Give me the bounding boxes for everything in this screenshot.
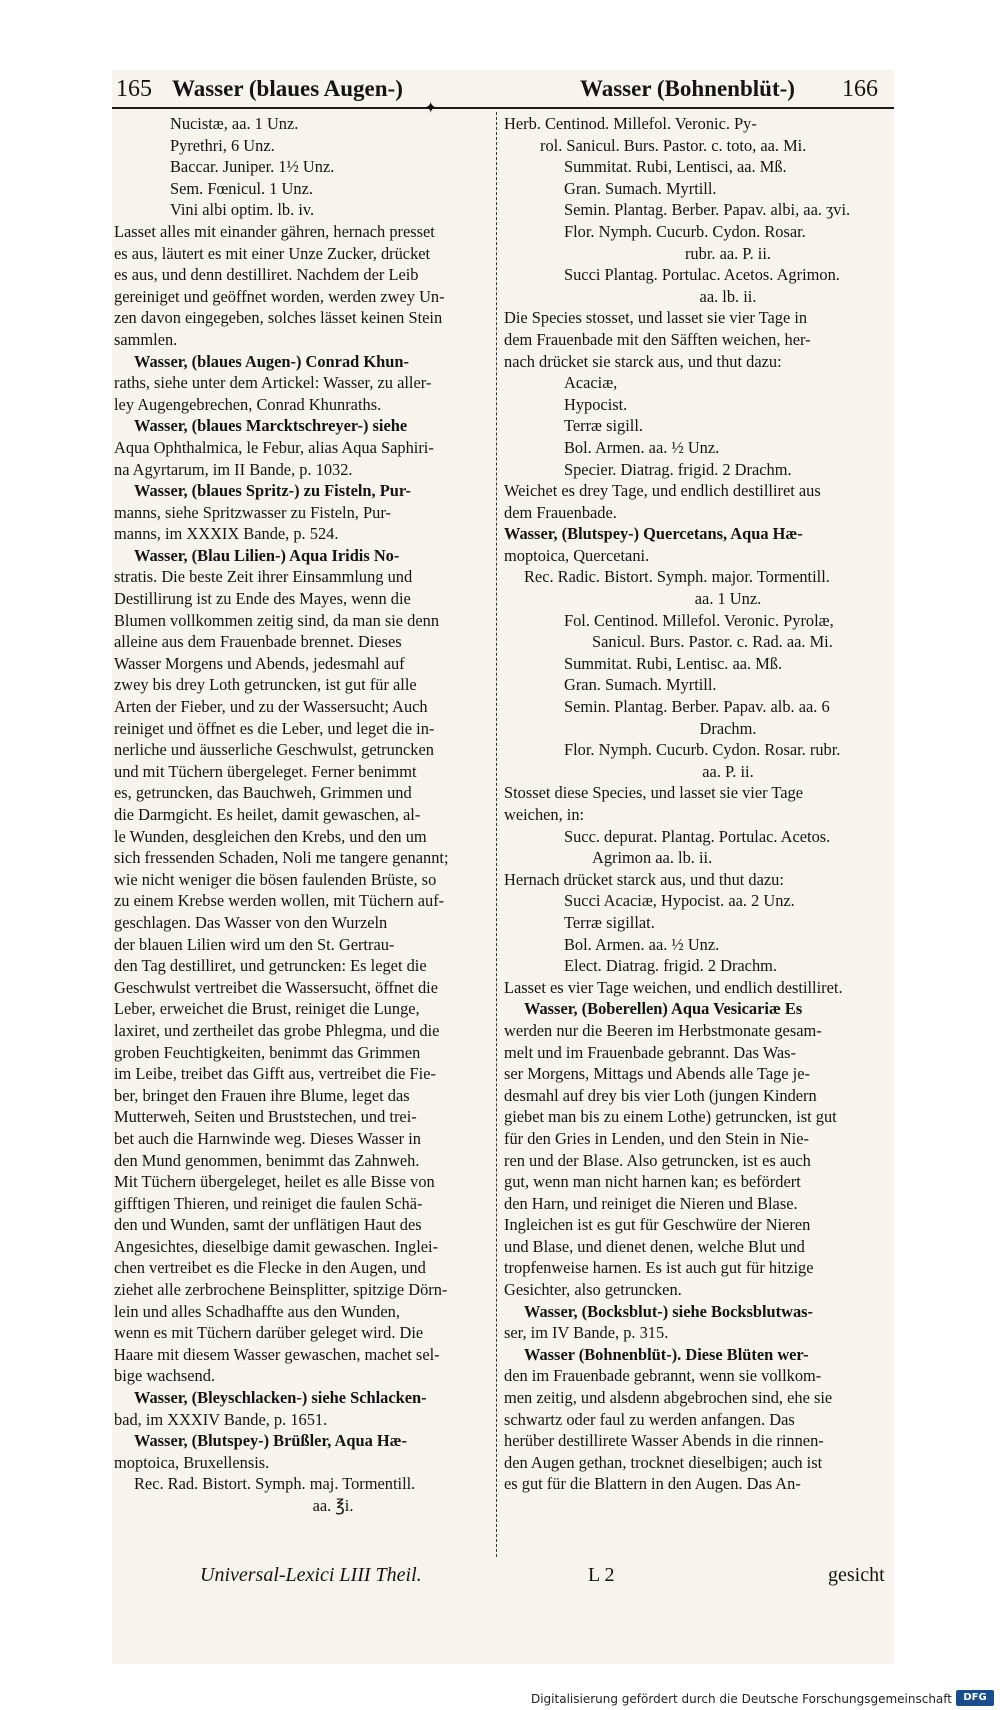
rule-ornament: ✦ (424, 100, 438, 117)
text-line: Semin. Plantag. Berber. Papav. albi, aa. ʒvi. (564, 200, 851, 220)
text-line: Sem. Fœnicul. 1 Unz. (170, 178, 313, 198)
text-line: Leber, erweichet die Brust, reiniget die Lunge, (114, 999, 420, 1019)
text-line: laxiret, und zertheilet das grobe Phlegma, und die (114, 1020, 440, 1040)
text-line: es aus, läutert es mit einer Unze Zucker, drücket (114, 243, 431, 263)
text-line: aa. lb. ii. (699, 286, 757, 306)
text-line: gifftigen Thieren, und reiniget die faulen Schä- (114, 1193, 423, 1213)
text-line: den Mund genommen, benimmt das Zahnweh. (114, 1150, 420, 1170)
text-line: Stosset diese Species, und lasset sie vier Tage (504, 783, 803, 803)
footer-catchword: gesicht (828, 1564, 885, 1586)
text-line: Weichet es drey Tage, und endlich destilliret aus (504, 481, 821, 501)
text-line: Rec. Radic. Bistort. Symph. major. Tormentill. (524, 567, 830, 587)
text-line: zwey bis drey Loth getruncken, ist gut für alle (114, 675, 417, 695)
text-line: aa. ℥i. (312, 1496, 354, 1515)
text-line: weichen, in: (504, 805, 585, 824)
text-line: geschlagen. Das Wasser von den Wurzeln (114, 912, 388, 932)
text-line: bige wachsend. (114, 1366, 216, 1386)
text-line: Wasser, (Bocksblut-) siehe Bocksblutwas- (524, 1301, 813, 1321)
left-page-number: 165 (116, 76, 152, 102)
right-column (504, 113, 892, 1495)
text-line: Wasser, (Blau Lilien-) Aqua Iridis No- (134, 545, 400, 565)
text-line: zen davon eingegeben, solches lässet keinen Stein (114, 308, 443, 328)
text-line: Pyrethri, 6 Unz. (170, 135, 275, 155)
text-line: Arten der Fieber, und zu der Wassersucht; Auch (114, 697, 428, 717)
text-line: wenn es mit Tüchern darüber geleget wird. Die (114, 1323, 424, 1343)
digitization-note: Digitalisierung gefördert durch die Deutsche Forschungsgemeinschaft (530, 1692, 952, 1706)
text-line: Terræ sigillat. (564, 912, 655, 932)
text-line: groben Feuchtigkeiten, benimmt das Grimmen (114, 1042, 421, 1062)
text-line: ser Morgens, Mittags und Abends alle Tage je- (504, 1064, 810, 1084)
text-line: Specier. Diatrag. frigid. 2 Drachm. (564, 459, 792, 479)
text-line: Rec. Rad. Bistort. Symph. maj. Tormentill. (134, 1474, 416, 1494)
text-line: Succi Plantag. Portulac. Acetos. Agrimon. (564, 265, 840, 285)
text-line: ser, im IV Bande, p. 315. (504, 1323, 669, 1343)
text-line: tropfenweise harnen. Es ist auch gut für hitzige (504, 1258, 814, 1278)
text-line: Summitat. Rubi, Lentisci, aa. Mß. (564, 157, 787, 177)
text-line: ren und der Blase. Also getruncken, ist es auch (504, 1150, 811, 1170)
text-line: manns, siehe Spritzwasser zu Fisteln, Pur- (114, 502, 391, 522)
text-line: zu einem Krebse werden wollen, mit Tüchern auf- (114, 891, 445, 911)
text-line: giebet man bis zu einem Lothe) getruncken, ist gut (504, 1107, 837, 1127)
text-line: bet auch die Harnwinde weg. Dieses Wasser in (114, 1128, 421, 1148)
text-line: werden nur die Beeren im Herbstmonate gesam- (504, 1020, 822, 1040)
text-line: Herb. Centinod. Millefol. Veronic. Py- (504, 114, 757, 133)
left-column (114, 113, 492, 1517)
text-line: Semin. Plantag. Berber. Papav. alb. aa. 6 (564, 697, 830, 717)
text-line: Bol. Armen. aa. ½ Unz. (564, 437, 720, 457)
text-line: Vini albi optim. lb. iv. (170, 200, 315, 220)
text-line: Succ. depurat. Plantag. Portulac. Acetos. (564, 826, 831, 846)
text-line: aa. P. ii. (702, 761, 754, 781)
text-line: lein und alles Schadhaffte aus den Wunden, (114, 1301, 400, 1321)
text-line: Sanicul. Burs. Pastor. c. Rad. aa. Mi. (592, 632, 833, 652)
text-line: Wasser, (Bleyschlacken-) siehe Schlacken- (134, 1388, 427, 1408)
text-line: Ingleichen ist es gut für Geschwüre der Nieren (504, 1215, 811, 1235)
text-line: chen vertreibet es die Flecke in den Augen, und (114, 1258, 426, 1278)
text-line: Bol. Armen. aa. ½ Unz. (564, 934, 720, 954)
text-line: Blumen vollkommen zeitig sind, da man sie denn (114, 610, 440, 630)
text-line: na Agyrtarum, im II Bande, p. 1032. (114, 459, 353, 479)
text-line: Gesichter, also getruncken. (504, 1280, 682, 1300)
header-rule (112, 107, 894, 109)
text-line: dem Frauenbade mit den Säfften weichen, her- (504, 329, 811, 349)
text-line: desmahl auf drey bis vier Loth (jungen Kindern (504, 1085, 817, 1105)
text-line: es gut für die Blattern in den Augen. Das An- (504, 1474, 801, 1494)
text-line: den Tag destilliret, und getruncken: Es leget die (114, 956, 427, 976)
text-line: gut, wenn man nicht harnen kan; es befördert (504, 1172, 801, 1192)
text-line: ziehet alle zerbrochene Beinsplitter, spitzige Dörn- (114, 1280, 448, 1300)
text-line: rol. Sanicul. Burs. Pastor. c. toto, aa. Mi. (540, 135, 807, 155)
text-line: Wasser, (Blutspey-) Brüßler, Aqua Hæ- (134, 1431, 407, 1451)
dfg-logo-icon: DFG (956, 1690, 994, 1706)
text-line: men zeitig, und alsdenn abgebrochen sind, ehe sie (504, 1388, 833, 1408)
text-line: der blauen Lilien wird um den St. Gertrau- (114, 934, 395, 954)
text-line: stratis. Die beste Zeit ihrer Einsammlung und (114, 567, 413, 587)
text-line: nerliche und äusserliche Geschwulst, getruncken (114, 740, 434, 760)
text-line: im Leibe, treibet das Gifft aus, vertreibet die Fie- (114, 1064, 436, 1084)
text-line: rubr. aa. P. ii. (684, 243, 772, 263)
text-line: moptoica, Bruxellensis. (114, 1452, 270, 1472)
text-line: Mutterweh, Seiten und Bruststechen, und trei- (114, 1107, 417, 1127)
text-line: alleine aus dem Frauenbade brennet. Dieses (114, 632, 402, 652)
text-line: Wasser, (blaues Augen-) Conrad Khun- (134, 351, 409, 371)
text-line: es, getruncken, das Bauchweh, Grimmen und (114, 783, 412, 803)
text-line: Wasser Morgens und Abends, jedesmahl auf (114, 653, 405, 673)
text-line: raths, siehe unter dem Artickel: Wasser, zu aller- (114, 373, 432, 393)
text-line: bad, im XXXIV Bande, p. 1651. (114, 1409, 328, 1429)
text-line: Haare mit diesem Wasser gewaschen, machet sel- (114, 1344, 440, 1364)
text-line: Geschwulst vertreibet die Wassersucht, öffnet die (114, 977, 438, 997)
text-line: dem Frauenbade. (504, 502, 617, 522)
text-line: Flor. Nymph. Cucurb. Cydon. Rosar. (564, 221, 806, 241)
text-line: Flor. Nymph. Cucurb. Cydon. Rosar. rubr. (564, 740, 841, 760)
text-line: ley Augengebrechen, Conrad Khunraths. (114, 394, 382, 414)
text-line: Hernach drücket starck aus, und thut dazu: (504, 869, 784, 889)
column-divider (496, 112, 497, 1557)
text-line: le Wunden, desgleichen den Krebs, und den um (114, 826, 427, 846)
text-line: Angesichtes, dieselbige damit gewaschen. Inglei- (114, 1236, 439, 1256)
text-line: Hypocist. (564, 394, 628, 414)
text-line: den und Wunden, samt der unflätigen Haut des (114, 1215, 422, 1235)
text-line: ber, bringet den Frauen ihre Blume, leget das (114, 1085, 410, 1105)
text-line: und mit Tüchern übergeleget. Ferner benimmt (114, 761, 417, 781)
right-running-title: Wasser (Bohnenblüt-) (580, 76, 795, 101)
text-line: Acaciæ, (564, 373, 618, 393)
text-line: Lasset es vier Tage weichen, und endlich destilliret. (504, 977, 843, 997)
text-line: melt und im Frauenbade gebrannt. Das Was- (504, 1042, 796, 1062)
text-line: aa. 1 Unz. (694, 589, 762, 609)
text-line: Fol. Centinod. Millefol. Veronic. Pyrolæ, (564, 610, 834, 630)
text-line: nach drücket sie starck aus, und thut dazu: (504, 351, 782, 371)
text-line: den im Frauenbade gebrannt, wenn sie vollkom- (504, 1366, 822, 1386)
text-line: Drachm. (699, 718, 757, 738)
text-line: Wasser, (Boberellen) Aqua Vesicariæ Es (524, 999, 803, 1019)
text-line: Succi Acaciæ, Hypocist. aa. 2 Unz. (564, 891, 795, 911)
text-line: für den Gries in Lenden, und den Stein in Nie- (504, 1128, 809, 1148)
text-line: gereiniget und geöffnet worden, werden zwey Un- (114, 286, 445, 306)
text-line: Nucistæ, aa. 1 Unz. (170, 114, 299, 133)
text-line: Agrimon aa. lb. ii. (592, 848, 713, 868)
text-line: moptoica, Quercetani. (504, 545, 650, 565)
footer-volume: Universal-Lexici LIII Theil. (200, 1564, 422, 1586)
text-line: Wasser (Bohnenblüt-). Diese Blüten wer- (524, 1344, 809, 1364)
text-line: sich fressenden Schaden, Noli me tangere genannt; (114, 848, 449, 868)
text-line: Wasser, (blaues Spritz-) zu Fisteln, Pur- (134, 481, 411, 501)
right-page-number: 166 (842, 76, 878, 102)
text-line: Elect. Diatrag. frigid. 2 Drachm. (564, 956, 777, 976)
text-line: Lasset alles mit einander gähren, hernach presset (114, 221, 435, 241)
text-line: Mit Tüchern übergeleget, heilet es alle Bisse von (114, 1172, 435, 1192)
left-running-title: Wasser (blaues Augen-) (172, 76, 403, 101)
text-line: Wasser, (blaues Marcktschreyer-) siehe (134, 416, 408, 436)
text-line: Terræ sigill. (564, 416, 643, 436)
footer-signature: L 2 (588, 1564, 615, 1586)
text-line: Gran. Sumach. Myrtill. (564, 178, 717, 198)
text-line: und Blase, und dienet denen, welche Blut und (504, 1236, 805, 1256)
text-line: die Darmgicht. Es heilet, damit gewaschen, al- (114, 805, 421, 824)
text-line: Summitat. Rubi, Lentisc. aa. Mß. (564, 653, 783, 673)
text-line: Gran. Sumach. Myrtill. (564, 675, 717, 695)
text-line: wie nicht weniger die bösen faulenden Brüste, so (114, 869, 437, 889)
text-line: herüber destillirete Wasser Abends in die rinnen- (504, 1431, 824, 1451)
text-line: schwartz oder faul zu werden anfangen. Das (504, 1409, 795, 1429)
text-line: Die Species stosset, und lasset sie vier Tage in (504, 308, 808, 328)
text-line: den Harn, und reiniget die Nieren und Blase. (504, 1193, 798, 1213)
text-line: manns, im XXXIX Bande, p. 524. (114, 524, 339, 544)
text-line: den Augen gethan, trocknet dieselbigen; auch ist (504, 1452, 823, 1472)
text-line: Destillirung ist zu Ende des Mayes, wenn die (114, 589, 411, 609)
text-line: Baccar. Juniper. 1½ Unz. (170, 157, 335, 177)
text-line: reiniget und öffnet es die Leber, und leget die in- (114, 718, 435, 738)
text-line: Wasser, (Blutspey-) Quercetans, Aqua Hæ- (504, 524, 803, 544)
text-line: es aus, und denn destilliret. Nachdem der Leib (114, 265, 419, 285)
text-line: Aqua Ophthalmica, le Febur, alias Aqua Saphiri- (114, 437, 434, 457)
text-line: sammlen. (114, 329, 178, 349)
